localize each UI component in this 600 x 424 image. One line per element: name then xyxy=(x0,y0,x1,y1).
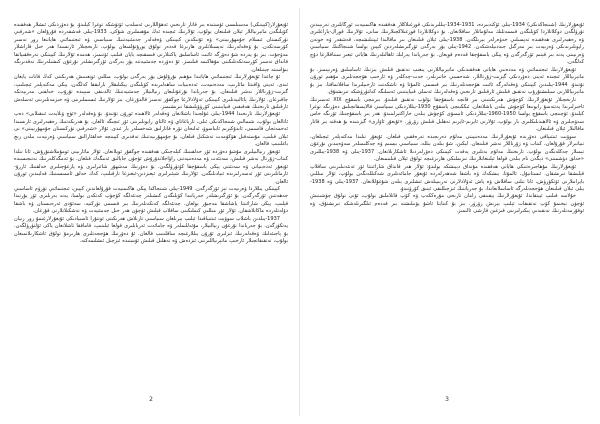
paragraph: ئۇيغۇرلارنىڭ ئىجتىمائىي ۋە مەدەنىي ھاياتى ھەققىدىكى ماتېرىياللارنى يىغىپ تەتقىق قىلىش بىزنىڭ ئاساسلىق ۋەزىپىمىز. بۇ ماتېرىياللار ئىچىدە ئەينى دەۋردىكى گېزىت-ژۇرناللار، شەخسىي خاتىرىلەر، خەت-چەكلەر ۋە ئارخىپ ھۆججەتلىرى مۇھىم ئورۇن تۇتىدۇ. 1944-يىلىدىن كېيىنكى ۋەقەلەرگە ئائىت ھۆججەتلەرنىڭ بىر قىسمى ئالمۇتا ۋە تاشكەنت ئارخىپلىرىدا ساقلانماقتا. بىز بۇ ماتېرىياللارنى سېلىشتۇرۇپ تەتقىق قىلىش ئارقىلىق تارىخىي ۋەقەلەرنىڭ ئەسلى قىياپىتىنى ئەسلىگە كەلتۈرۈشكە تىرىشتۇق. xyxy=(310,66,584,96)
book-spine xyxy=(299,8,300,416)
paragraph: ئۇيغۇرلارنىڭ (شىنجاڭدىكى) 1934-يىلى ئۆكتەبىردە، 1931-1934-يىللىرىدىكى قوزغىلاڭلار ھەققىدە ھاكىمىيەت ئورگانلىرى تەرىپىدىن تۈزۈلگەن دوكلاتلاردا كۆپلىگەن قىممەتلىك مەلۇماتلار ساقلانغان. بۇ دوكلاتلاردا قوزغىلاڭچىلارنىڭ سانى، ئۇلارنىڭ قورال-ياراغلىرى ۋە رەھبەرلىرى ھەققىدە تەپسىلىي خەۋەرلەر بېرىلگەن. 1938-يىلى ئېلان قىلىنغان بىر ماقالىدا ئېيتىلىشىچە، قەشقەر ۋە خوتەن رايونلىرىدىكى ۋەزىيەت بىر مەزگىل جىددىيلەشكەن. 1942-يىلى يۈز بەرگەن ئۆزگىرىشلەردىن كېيىن بولسا شىنجاڭنىڭ سىياسىي ۋەزىيىتى يەنە بىر قېتىم ئۆزگەرگەن ۋە يېڭى باسقۇچقا قەدەم قويغان. بۇ جەرياندا يەرلىك ئاھالىلەرنىڭ ھاياتى ئېغىر سىناقلارغا دۇچ كەلگەن. xyxy=(310,22,584,66)
paragraph: ئۇيغۇر زىيالىيلىرى مۇشۇ دەۋردە ئۆز خەلقىنىڭ كېلەچىكى ھەققىدە چوڭقۇر ئويلانغان. ئۇلار مائارىپنى ئومۇملاشتۇرۇش، ئانا تىلدا كىتاب-ژۇرنال نەشر قىلىش، سەنئەت ۋە مەدەنىيەتنى راۋاجلاندۇرۇش ئۈچۈن جاپالىق ئەمگەك قىلغان. بۇ ئەمگەكلەرنىڭ نەتىجىسىدە ئۇيغۇر ئەدەبىياتى ۋە سەنئىتى يېڭى باسقۇچقا كۆتۈرۈلگەن. بۇ دەۋرنىڭ مەشھۇر شائىرلىرى ۋە يازغۇچىلىرى خەلقنىڭ ئارزۇ-ئارمانلىرىنى ئۆز ئەسەرلىرىدە ئىپادىلىگەن. ئۇلارنىڭ شېئىرلىرى ئېغىزدىن-ئېغىزغا تارقىلىپ، كەڭ خەلق ئاممىسىنىڭ قەلبىدىن ئورۇن ئالغان. xyxy=(14,148,288,185)
paragraph: سوۋېت ئىتتىپاقى دەۋرىدە ئۇيغۇرلارنىڭ مەدەنىيىتى مەلۇم دەرىجىدە تەرەققىي قىلغان. ئۇيغۇر تىلىدا مەكتەپلەر ئېچىلغان، تىياتىرلار قۇرۇلغان، كىتاب ۋە ژۇرناللار نەشر قىلىنغان. لېكىن، شۇ بىلەن بىللە، سىياسىي بېسىم ۋە چەكلىمىلەر سەۋەبىدىن نۇرغۇن تېمىلار چەكلەنگەن بولۇپ، تارىخنىڭ مەلۇم بەتلىرى پەقەت كېيىنكى دەۋرلەردىلا ئاشكارىلانغان. 1937-يىلى ۋە 1938-يىللىرى «خەلق دۈشمىنى» دېگەن نام بىلەن قولغا ئېلىنغانلارنىڭ تىزىملىكى ھازىرغىچە تولۇق ئېلان قىلىنمىغان. xyxy=(310,133,584,163)
left-page xyxy=(14,22,288,402)
paragraph: 1937-يىلدىن باشلاپ سوۋېت ئىتتىپاقىدا ئېلىپ بېرىلغان سىياسىي تازىلاش ھەرىكىتى ئوتتۇرا ئاسىيادىكى ئۇيغۇرلارغىمۇ زور زىيان يەتكۈزگەن. بۇ جەرياندا نۇرغۇن زىيالىيلار، مۇئەللىملەر ۋە جامائەت ئەربابلىرى قولغا ئېلىنىپ، قاماققا تاشلانغان ياكى ئۆلتۈرۈلگەن. بۇ پاجىئەلىك ۋەقەلەرنىڭ ئىزلىرى ئۇزۇن يىللارغىچە ساقلىنىپ قالغان. ئۇ دەۋرنىڭ ھۆججەتلىرى ھازىرمۇ تولۇق ئاشكارىلانمىغان بولۇپ، تەتقىقاتچىلار ئارخىپ ماتېرىياللىرىنى ئىزدەش ۋە تەھلىل قىلىش ئۈستىدە ئىزچىل ئىشلىمەكتە. xyxy=(14,215,288,245)
right-page-number: 3 xyxy=(445,396,449,403)
paragraph: ئۇيغۇرلار(كېيىنكى) مەسىلىسى ئۈستىدە بىر قاتار تارىخىي ئەھۋاللارنى ئەسلەپ ئۆتۈشكە توغرا كېلىدۇ. بۇ دەۋردىكى ئىشلار ھەققىدە كۆپلىگەن ماتېرىياللار ئېلان قىلىنغان بولۇپ، ئۇلارنىڭ ئىچىدە ئەڭ مۇھىملىرى شۇكى، 1933-يىلى قەشقەردە قۇرۇلغان «شەرقىي تۈركىستان ئىسلام جۇمھۇرىيىتى» ۋە ئۇنىڭدىن كېيىنكى ۋەقەلەر جەمئىيەتنىڭ سىياسىي ۋە ئىجتىمائىي ھاياتىغا زور تەسىر كۆرسەتكەن. بۇ ۋەقەلەرنىڭ تەپسىلاتلىرى ھازىرغا قەدەر تولۇق يورۇتۇلمىغان بولۇپ، تارىخچىلار ئارىسىدا ھەر خىل قاراشلار مەۋجۇت. بىز بۇ يەردە شۇ دەۋرگە ئائىت ئاساسلىق پاكىتلارنى قىسقىچە بايان قىلىپ ئۆتىمىز، ھەمدە ئۇلارنىڭ كېيىنكى تەرەققىياتقا قانداق تەسىر كۆرسەتكەنلىكىنى مۇھاكىمە قىلىمىز. ئۇ دەۋردە جەمئىيەتتە يۈز بەرگەن ئۆزگىرىشلەر نۇرغۇن كىشىلەرنىڭ تەقدىرىگە بىۋاسىتە چېتىلغان. xyxy=(14,22,288,73)
left-page-number: 2 xyxy=(149,396,153,403)
left-page-text xyxy=(14,22,288,394)
right-page-text xyxy=(310,22,584,394)
paragraph: ئۇ چاغدا ئۇيغۇرلارنىڭ ئىجتىمائىي ھاياتىدا مۇھىم بۇرۇلۇش يۈز بەرگەن بولۇپ، مىللىي ئويغىنىش ھەرىكىتى كەڭ قانات يايغان ئىدى. ئەينى ۋاقىتتا مائارىپ، مەدەنىيەت، ئەدەبىيات ساھەلىرىدە كۆپلىگەن يېڭىلىقلار بارلىققا كەلگەن، يېڭى مەكتەپلەر ئېچىلىپ، گېزىت-ژۇرناللار نەشر قىلىنغان. بۇ جەرياندا نۇرغۇنلىغان زىيالىيلار جەمئىيەتنىڭ ئالدىنقى سېپىدە تۇرۇپ، خەلقنى مەرىپەتكە چاقىرغان. ئۇلارنىڭ پائالىيەتلىرى كېيىنكى ئەۋلادلارغا چوڭقۇر تەسىر قالدۇرغان. بىز ئۇلارنىڭ ئىسىملىرىنى ۋە خىزمەتلىرىنى ئەسلەش ئارقىلىق تارىخنىڭ ھەقىقىي قىياپىتىنى كۆرۈۋېلىشقا تىرىشىمىز. xyxy=(14,74,288,110)
right-page xyxy=(310,22,584,402)
paragraph: خۇلاسە قىلىپ ئېيتقاندا، ئۇيغۇرلارنىڭ يېقىنقى زامان تارىخى مۇرەككەپ ۋە كۆپ قاتلاملىق بولۇپ، ئۇنى تولۇق چۈشىنىش ئۈچۈن تېخىمۇ كۆپ تەتقىقات ئېلىپ بېرىش زۆرۈر. بىز بۇ كىتابتا ئاشۇ يۆنىلىشتە بىر قەدەم ئىلگىرىلەشكە تىرىشتۇق، ۋە ئوقۇرمەنلەرنىڭ تەنقىدىي پىكىرلىرىنى قىزغىن قارشى ئالىمىز. xyxy=(310,193,584,215)
paragraph: ئۇيغۇرلارنىڭ تارىخىدا 1944-يىلى غۇلجىدا باشلانغان ۋەقەلەر ئالاھىدە ئورۇن تۇتىدۇ. بۇ ۋەقەلەر «ئۈچ ۋىلايەت ئىنقىلابى» دەپ ئاتالغان بولۇپ، شىمالىي شىنجاڭدىكى ئىلى، تارباغاتاي ۋە ئالتاي رايونلىرىنى ئۆز ئىچىگە ئالغان. بۇ ھەرىكەتنىڭ رەھبەرلىرى ئارىسىدا ئەخمەتجان قاسىمى، ئابدۇكېرىم ئابباسوۋ، ئەلىخان تۆرە قاتارلىق شەخسلەر بار ئىدى. ئۇلار «شەرقىي تۈركىستان جۇمھۇرىيىتى» نى ئېلان قىلىپ، مۇستەقىل ھۆكۈمەت تەشكىل قىلغان. بۇ جۇمھۇرىيەتنىڭ تەقدىرى كېيىنچە خەلقئارالىق سىياسىي ۋەزىيەت بىلەن زىچ باغلىنىپ قالغان. xyxy=(14,111,288,148)
paragraph: ئۇيغۇرلارنىڭ مۇھاجىرەتتىكى ھاياتى ھەققىدە مۇنداق دېيىشكە بولىدۇ: ئۇلار ھەر قانداق شارائىتتا ئۆز ئەنئەنىلىرىنى ساقلاپ قېلىشقا تىرىشقان. ئىستانبۇل، ئالمۇتا، بىشكەك ۋە باشقا شەھەرلەردە ئۇيغۇر جامائەتلىرى شەكىللەنگەن بولۇپ، ئۇلار مىللىي بايراملارنى ئۆتكۈزۈش، ئانا تىلنى ساقلاش ۋە ياش ئەۋلادلارنى تەربىيىلەش ئىشلىرى بىلەن شۇغۇللانغان. 1937-يىلى ۋە 1938-يىلى ئېلان قىلىنغان ھۆججەتلەرگە ئاساسلانغاندا، بۇ جەرياننىڭ ئىزچىللىقى ئېنىق كۆرۈنىدۇ. xyxy=(310,163,584,192)
paragraph: تارىخچىلار ئۇيغۇرلارنىڭ كۆچۈش ھەرىكىتىنى بىر قانچە باسقۇچقا بۆلۈپ تەتقىق قىلىدۇ. بىرىنچى باسقۇچ XIX ئەسىرنىڭ ئاخىرلىرىدا يەتتەسۇ رايونىغا كۆچۈش بىلەن باشلانغان. ئىككىنچى باسقۇچ 1930-يىللاردىكى سىياسىي قالايمىقانچىلىق دەۋرىگە توغرا كېلىدۇ. ئۈچىنچى باسقۇچ بولسا 1950-1960-يىللاردىكى ئاممىۋى كۆچۈش بىلەن خاراكتېرلىنىدۇ. ھەر بىر باسقۇچنىڭ ئۆزىگە خاس سەۋەبلىرى ۋە ئالاھىدىلىكلىرى بار بولۇپ، ئۇلارنى ئايرىم-ئايرىم تەھلىل قىلىش زۆرۈر. «ئۇيغۇر ئاۋازى» گېزىتىدە بۇ ھەقتە بىر قاتار ماقالىلار ئېلان قىلىنغان. xyxy=(310,96,584,133)
paragraph: كېيىنكى يىللاردا ۋەزىيەت تېز ئۆزگەرگەن. 1949-يىلى شىنجاڭدا يېڭى ھاكىمىيەت قۇرۇلغاندىن كېيىن، ئىجتىمائىي تۈزۈم ئاساسىي جەھەتتىن ئۆزگەرگەن. بۇ ئۆزگىرىشلەر جەريانىدا كۆپلىگەن كىشىلەر چەتئەلگە كۆچۈپ كەتكەن بولسا، يەنە بەزىلىرى ئۆز يۇرتىدا قېلىپ، يېڭى شارائىتتا ياشاشقا مەجبۇر بولغان. چەتئەلگە كەتكەنلەرنىڭ بىر قىسمى تۈركىيە، سەئۇدى ئەرەبىستان ۋە باشقا دۆلەتلەردە ماكانلاشقان. ئۇلار ئۆز مىللىي كىملىكىنى ساقلاپ قېلىش ئۈچۈن ھەر خىل جەمئىيەت ۋە تەشكىلاتلارنى قۇرغان. xyxy=(14,185,288,215)
